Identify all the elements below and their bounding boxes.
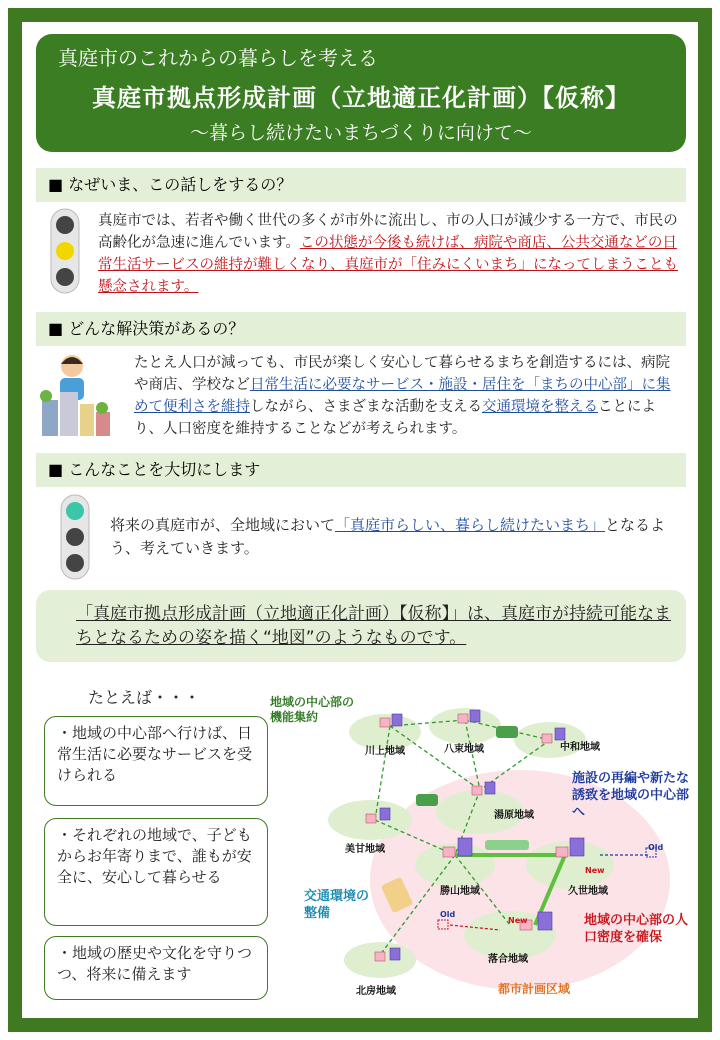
section-heading-why: ■ なぜいま、この話しをするの？ xyxy=(36,168,686,202)
area-chuka: 中和地域 xyxy=(560,742,600,753)
summary-box xyxy=(36,590,686,662)
traffic-light-yellow-icon xyxy=(50,208,80,294)
header-banner xyxy=(36,34,686,152)
page-subtitle: ～暮らし続けたいまちづくりに向けて～ xyxy=(190,122,532,144)
section-heading-value: ■ こんなことを大切にします xyxy=(36,453,686,487)
section-heading-solution: ■ どんな解決策があるの？ xyxy=(36,312,686,346)
example-box-1: ・地域の中心部へ行けば、日常生活に必要なサービスを受けられる xyxy=(44,716,268,806)
example-box-2: ・それぞれの地域で、子どもからお年寄りまで、誰もが安全に、安心して暮らせる xyxy=(44,818,268,926)
label-transport: 交通環境の整備 xyxy=(304,889,370,921)
page-title: 真庭市拠点形成計画（立地適正化計画）【仮称】 xyxy=(92,84,630,112)
bus-icon-2 xyxy=(416,794,438,806)
area-hokubo: 北房地域 xyxy=(356,986,396,997)
example-box-3: ・地域の歴史や文化を守りつつ、将来に備えます xyxy=(44,936,268,1000)
area-kawakami: 川上地域 xyxy=(365,746,405,757)
person-with-town-icon xyxy=(38,352,114,440)
label-facility: 施設の再編や新たな誘致を地域の中心部へ xyxy=(572,771,690,820)
header-line1: 真庭市のこれからの暮らしを考える xyxy=(58,46,378,70)
area-katsuyama: 勝山地域 xyxy=(440,886,480,897)
area-yubara: 湯原地域 xyxy=(494,810,534,821)
summary-text: 「真庭市拠点形成計画（立地適正化計画）【仮称】」は、真庭市が持続可能なまちとなるための姿を描く“地図”のようなものです。 xyxy=(76,604,671,648)
bus-icon xyxy=(496,726,518,738)
area-yatsuka: 八束地域 xyxy=(444,744,484,755)
section-solution-text: たとえ人口が減っても、市民が楽しく安心して暮らせるまちを創造するには、病院や商店、学校など日常生活に必要なサービス・施設・居住を「まちの中心部」に集めて便利さを維持しながら、さまざまな活動を支える交通環境を整えることにより、人口密度を維持することなどが考えられます。 xyxy=(134,355,671,437)
examples-title: たとえば・・・ xyxy=(88,688,201,707)
label-center-function: 地域の中心部の機能集約 xyxy=(270,695,355,724)
train-icon xyxy=(485,840,529,850)
label-density: 地域の中心部の人口密度を確保 xyxy=(584,913,689,945)
tag-old-ochiai: Old xyxy=(440,910,456,919)
tag-old-kuse: Old xyxy=(648,843,664,852)
tag-new-ochiai: New xyxy=(508,916,528,925)
area-kuse: 久世地域 xyxy=(568,886,608,897)
section-why-text: 真庭市では、若者や働く世代の多くが市外に流出し、市の人口が減少する一方で、市民の高齢化が急速に進んでいます。この状態が今後も続けば、病院や商店、公共交通などの日常生活サービスの維持が難しくなり、真庭市が「住みにくいまち」になってしまうことも懸念されます。 xyxy=(98,213,678,295)
section-value-text: 将来の真庭市が、全地域において「真庭市らしい、暮らし続けたいまち」となるよう、考えていきます。 xyxy=(110,516,666,557)
area-mikamo: 美甘地域 xyxy=(345,844,385,855)
tag-new-kuse: New xyxy=(585,866,605,875)
area-ochiai: 落合地域 xyxy=(488,954,528,965)
traffic-light-green-icon xyxy=(60,494,90,580)
label-city-planning-area: 都市計画区域 xyxy=(498,982,571,996)
